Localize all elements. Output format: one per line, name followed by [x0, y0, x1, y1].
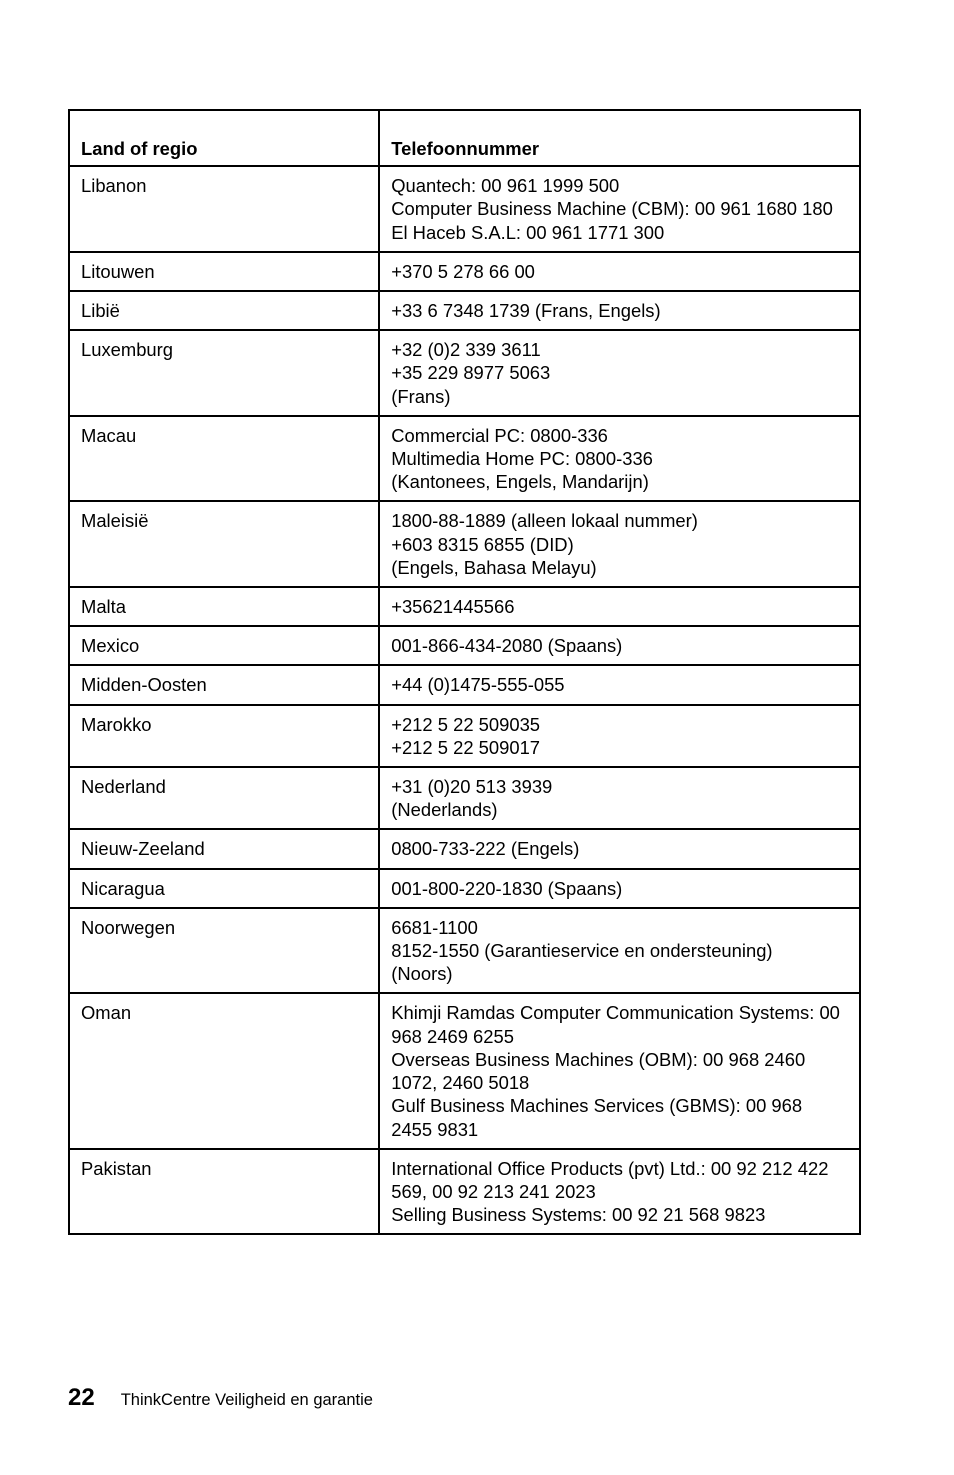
phone-line: 0800-733-222 (Engels): [391, 838, 580, 860]
phone-line: (Engels, Bahasa Melayu): [391, 556, 597, 578]
country-cell: Macau: [69, 416, 379, 502]
phone-line: El Haceb S.A.L: 00 961 1771 300: [391, 221, 665, 243]
country-cell: Nicaragua: [69, 869, 379, 908]
phone-line: +35 229 8977 5063: [391, 362, 551, 384]
country-cell: Midden-Oosten: [69, 665, 379, 704]
phone-line: (Nederlands): [391, 799, 498, 821]
table-row: [69, 330, 860, 416]
phone-line: +212 5 22 509017: [391, 736, 541, 758]
table-body: [69, 166, 860, 1234]
phone-cell: [379, 869, 860, 908]
phone-cell: [379, 330, 860, 416]
country-cell: Oman: [69, 993, 379, 1148]
country-cell: Litouwen: [69, 252, 379, 291]
page-number: 22: [68, 1384, 95, 1411]
phone-line: +32 (0)2 339 3611: [391, 339, 541, 361]
phone-line: +33 6 7348 1739 (Frans, Engels): [391, 300, 661, 322]
country-cell: Libanon: [69, 166, 379, 252]
phone-cell: [379, 993, 860, 1148]
phone-line: +370 5 278 66 00: [391, 260, 535, 282]
country-cell: Malta: [69, 587, 379, 626]
table-row: [69, 993, 860, 1148]
phone-line: 001-800-220-1830 (Spaans): [391, 877, 623, 899]
country-cell: Libië: [69, 291, 379, 330]
phone-cell: [379, 665, 860, 704]
phone-line: 1800-88-1889 (alleen lokaal nummer): [391, 510, 698, 532]
phone-cell: [379, 291, 860, 330]
table-row: [69, 1149, 860, 1235]
table-row: [69, 416, 860, 502]
support-phone-table: [68, 109, 861, 1235]
country-cell: Maleisië: [69, 501, 379, 587]
phone-line: Selling Business Systems: 00 92 21 568 9823: [391, 1204, 766, 1226]
phone-cell: [379, 166, 860, 252]
country-cell: Luxemburg: [69, 330, 379, 416]
country-cell: Nieuw-Zeeland: [69, 829, 379, 868]
header-country: Land of regio: [69, 110, 379, 166]
table-row: [69, 252, 860, 291]
table-header-row: [69, 110, 860, 166]
phone-line: 6681-1100: [391, 916, 478, 938]
phone-cell: [379, 587, 860, 626]
phone-cell: [379, 626, 860, 665]
phone-line: Commercial PC: 0800-336: [391, 424, 608, 446]
phone-line: 8152-1550 (Garantieservice en ondersteuning): [391, 940, 773, 962]
header-phone: Telefoonnummer: [379, 110, 860, 166]
phone-cell: [379, 908, 860, 994]
phone-line: Gulf Business Machines Services (GBMS): 00 968 2455 9831: [391, 1095, 808, 1140]
table-row: [69, 291, 860, 330]
phone-cell: [379, 501, 860, 587]
phone-line: Overseas Business Machines (OBM): 00 968 2460 1072, 2460 5018: [391, 1048, 811, 1094]
phone-line: +31 (0)20 513 3939: [391, 776, 553, 798]
phone-cell: [379, 416, 860, 502]
table-row: [69, 829, 860, 868]
country-cell: Pakistan: [69, 1149, 379, 1235]
phone-line: +35621445566: [391, 596, 515, 618]
table-row: [69, 166, 860, 252]
phone-cell: [379, 767, 860, 829]
phone-line: (Frans): [391, 385, 451, 407]
phone-cell: [379, 1149, 860, 1235]
table-row: [69, 767, 860, 829]
country-cell: Nederland: [69, 767, 379, 829]
phone-line: Khimji Ramdas Computer Communication Systems: 00 968 2469 6255: [391, 1002, 846, 1047]
book-title: ThinkCentre Veiligheid en garantie: [120, 1391, 373, 1409]
table-row: [69, 908, 860, 994]
country-cell: Noorwegen: [69, 908, 379, 994]
country-cell: Marokko: [69, 705, 379, 767]
table-row: [69, 626, 860, 665]
phone-cell: [379, 829, 860, 868]
table-row: [69, 705, 860, 767]
phone-line: +44 (0)1475-555-055: [391, 674, 565, 696]
phone-line: International Office Products (pvt) Ltd.: 00 92 212 422 569, 00 92 213 241 2023: [391, 1157, 834, 1202]
phone-line: (Noors): [391, 963, 453, 985]
phone-line: (Kantonees, Engels, Mandarijn): [391, 471, 649, 493]
phone-cell: [379, 252, 860, 291]
table-row: [69, 869, 860, 908]
phone-line: 001-866-434-2080 (Spaans): [391, 635, 623, 657]
page-footer: [68, 1384, 373, 1412]
phone-line: Multimedia Home PC: 0800-336: [391, 448, 653, 470]
phone-line: +603 8315 6855 (DID): [391, 533, 574, 555]
phone-line: +212 5 22 509035: [391, 713, 541, 735]
table-row: [69, 587, 860, 626]
phone-line: Quantech: 00 961 1999 500: [391, 175, 620, 197]
table-row: [69, 501, 860, 587]
country-cell: Mexico: [69, 626, 379, 665]
table-row: [69, 665, 860, 704]
phone-cell: [379, 705, 860, 767]
phone-line: Computer Business Machine (CBM): 00 961 1680 180: [391, 198, 833, 220]
